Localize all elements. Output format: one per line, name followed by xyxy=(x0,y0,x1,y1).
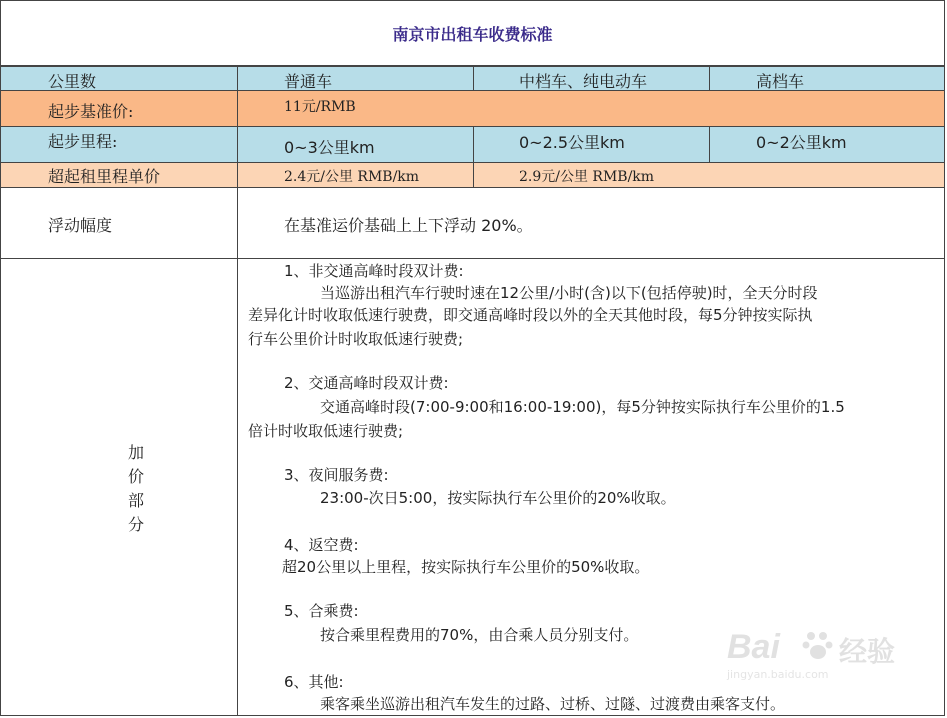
surcharge-1-line1: 当巡游出租汽车行驶时速在12公里/小时(含)以下(包括停驶)时，全天分时段 xyxy=(320,284,818,302)
base-price-label-cell xyxy=(0,90,238,127)
surcharge-5-line1: 按合乘里程费用的70%，由合乘人员分别支付。 xyxy=(320,626,639,644)
float-value: 在基准运价基础上上下浮动 20%。 xyxy=(284,216,533,235)
table-title-cell xyxy=(0,0,945,66)
surcharge-1-line2: 差异化计时收取低速行驶费，即交通高峰时段以外的全天其他时段，每5分钟按实际执 xyxy=(248,306,813,324)
float-value-cell xyxy=(237,187,945,259)
surcharge-6-title: 6、其他: xyxy=(284,673,344,691)
base-distance-high-cell xyxy=(709,126,945,163)
header-col-high xyxy=(709,66,945,91)
surcharge-2-line2: 倍计时收取低速行驶费; xyxy=(248,422,404,440)
surcharge-4-line1: 超20公里以上里程，按实际执行车公里价的50%收取。 xyxy=(282,558,650,576)
over-price-label-cell xyxy=(0,162,238,188)
surcharge-5-title: 5、合乘费: xyxy=(284,602,359,620)
surcharge-4-title: 4、返空费: xyxy=(284,536,359,554)
header-normal-label: 普通车 xyxy=(284,72,333,91)
watermark-url: jingyan.baidu.com xyxy=(727,668,829,681)
header-col-km xyxy=(0,66,238,91)
surcharge-2-line1: 交通高峰时段(7:00-9:00和16:00-19:00)，每5分钟按实际执行车公里价的1.5 xyxy=(320,398,845,416)
header-col-mid xyxy=(473,66,710,91)
base-price-label: 起步基准价: xyxy=(48,102,134,121)
base-price-value-cell xyxy=(237,90,945,127)
base-price-value: 11元/RMB xyxy=(284,99,356,115)
header-col-normal xyxy=(237,66,474,91)
header-mid-label: 中档车、纯电动车 xyxy=(519,72,648,91)
surcharge-label-cell xyxy=(0,258,238,716)
surcharge-label-char: 部 xyxy=(127,491,144,510)
base-distance-high: 0~2公里km xyxy=(756,133,847,152)
surcharge-1-line3: 行车公里价计时收取低速行驶费; xyxy=(248,330,464,348)
base-distance-label: 起步里程: xyxy=(48,132,118,151)
watermark-brand-suffix: 经验 xyxy=(839,635,896,668)
float-label-cell xyxy=(0,187,238,259)
over-price-label: 超起租里程单价 xyxy=(48,167,161,186)
paw-icon xyxy=(801,628,835,662)
over-price-normal-cell xyxy=(237,162,474,188)
surcharge-label xyxy=(125,441,147,537)
over-price-normal: 2.4元/公里 RMB/km xyxy=(284,169,420,185)
header-km-label: 公里数 xyxy=(48,72,97,91)
over-price-mid: 2.9元/公里 RMB/km xyxy=(519,169,655,185)
surcharge-3-line1: 23:00-次日5:00，按实际执行车公里价的20%收取。 xyxy=(320,489,676,507)
base-distance-normal: 0~3公里km xyxy=(284,138,375,157)
base-distance-label-cell xyxy=(0,126,238,163)
float-label: 浮动幅度 xyxy=(48,216,113,235)
surcharge-label-char: 分 xyxy=(127,515,144,534)
surcharge-3-title: 3、夜间服务费: xyxy=(284,466,389,484)
base-distance-mid: 0~2.5公里km xyxy=(519,133,625,152)
baidu-watermark xyxy=(719,622,899,681)
surcharge-6-line1: 乘客乘坐巡游出租汽车发生的过路、过桥、过隧、过渡费由乘客支付。 xyxy=(320,695,786,713)
surcharge-label-char: 价 xyxy=(127,467,144,486)
over-price-mid-cell xyxy=(473,162,945,188)
base-distance-mid-cell xyxy=(473,126,710,163)
surcharge-1-title: 1、非交通高峰时段双计费: xyxy=(284,262,464,280)
base-distance-normal-cell xyxy=(237,126,474,163)
header-high-label: 高档车 xyxy=(756,72,805,91)
table-title: 南京市出租车收费标准 xyxy=(392,24,553,44)
watermark-brand: Bai xyxy=(727,628,780,666)
surcharge-label-char: 加 xyxy=(127,443,144,462)
surcharge-2-title: 2、交通高峰时段双计费: xyxy=(284,374,449,392)
